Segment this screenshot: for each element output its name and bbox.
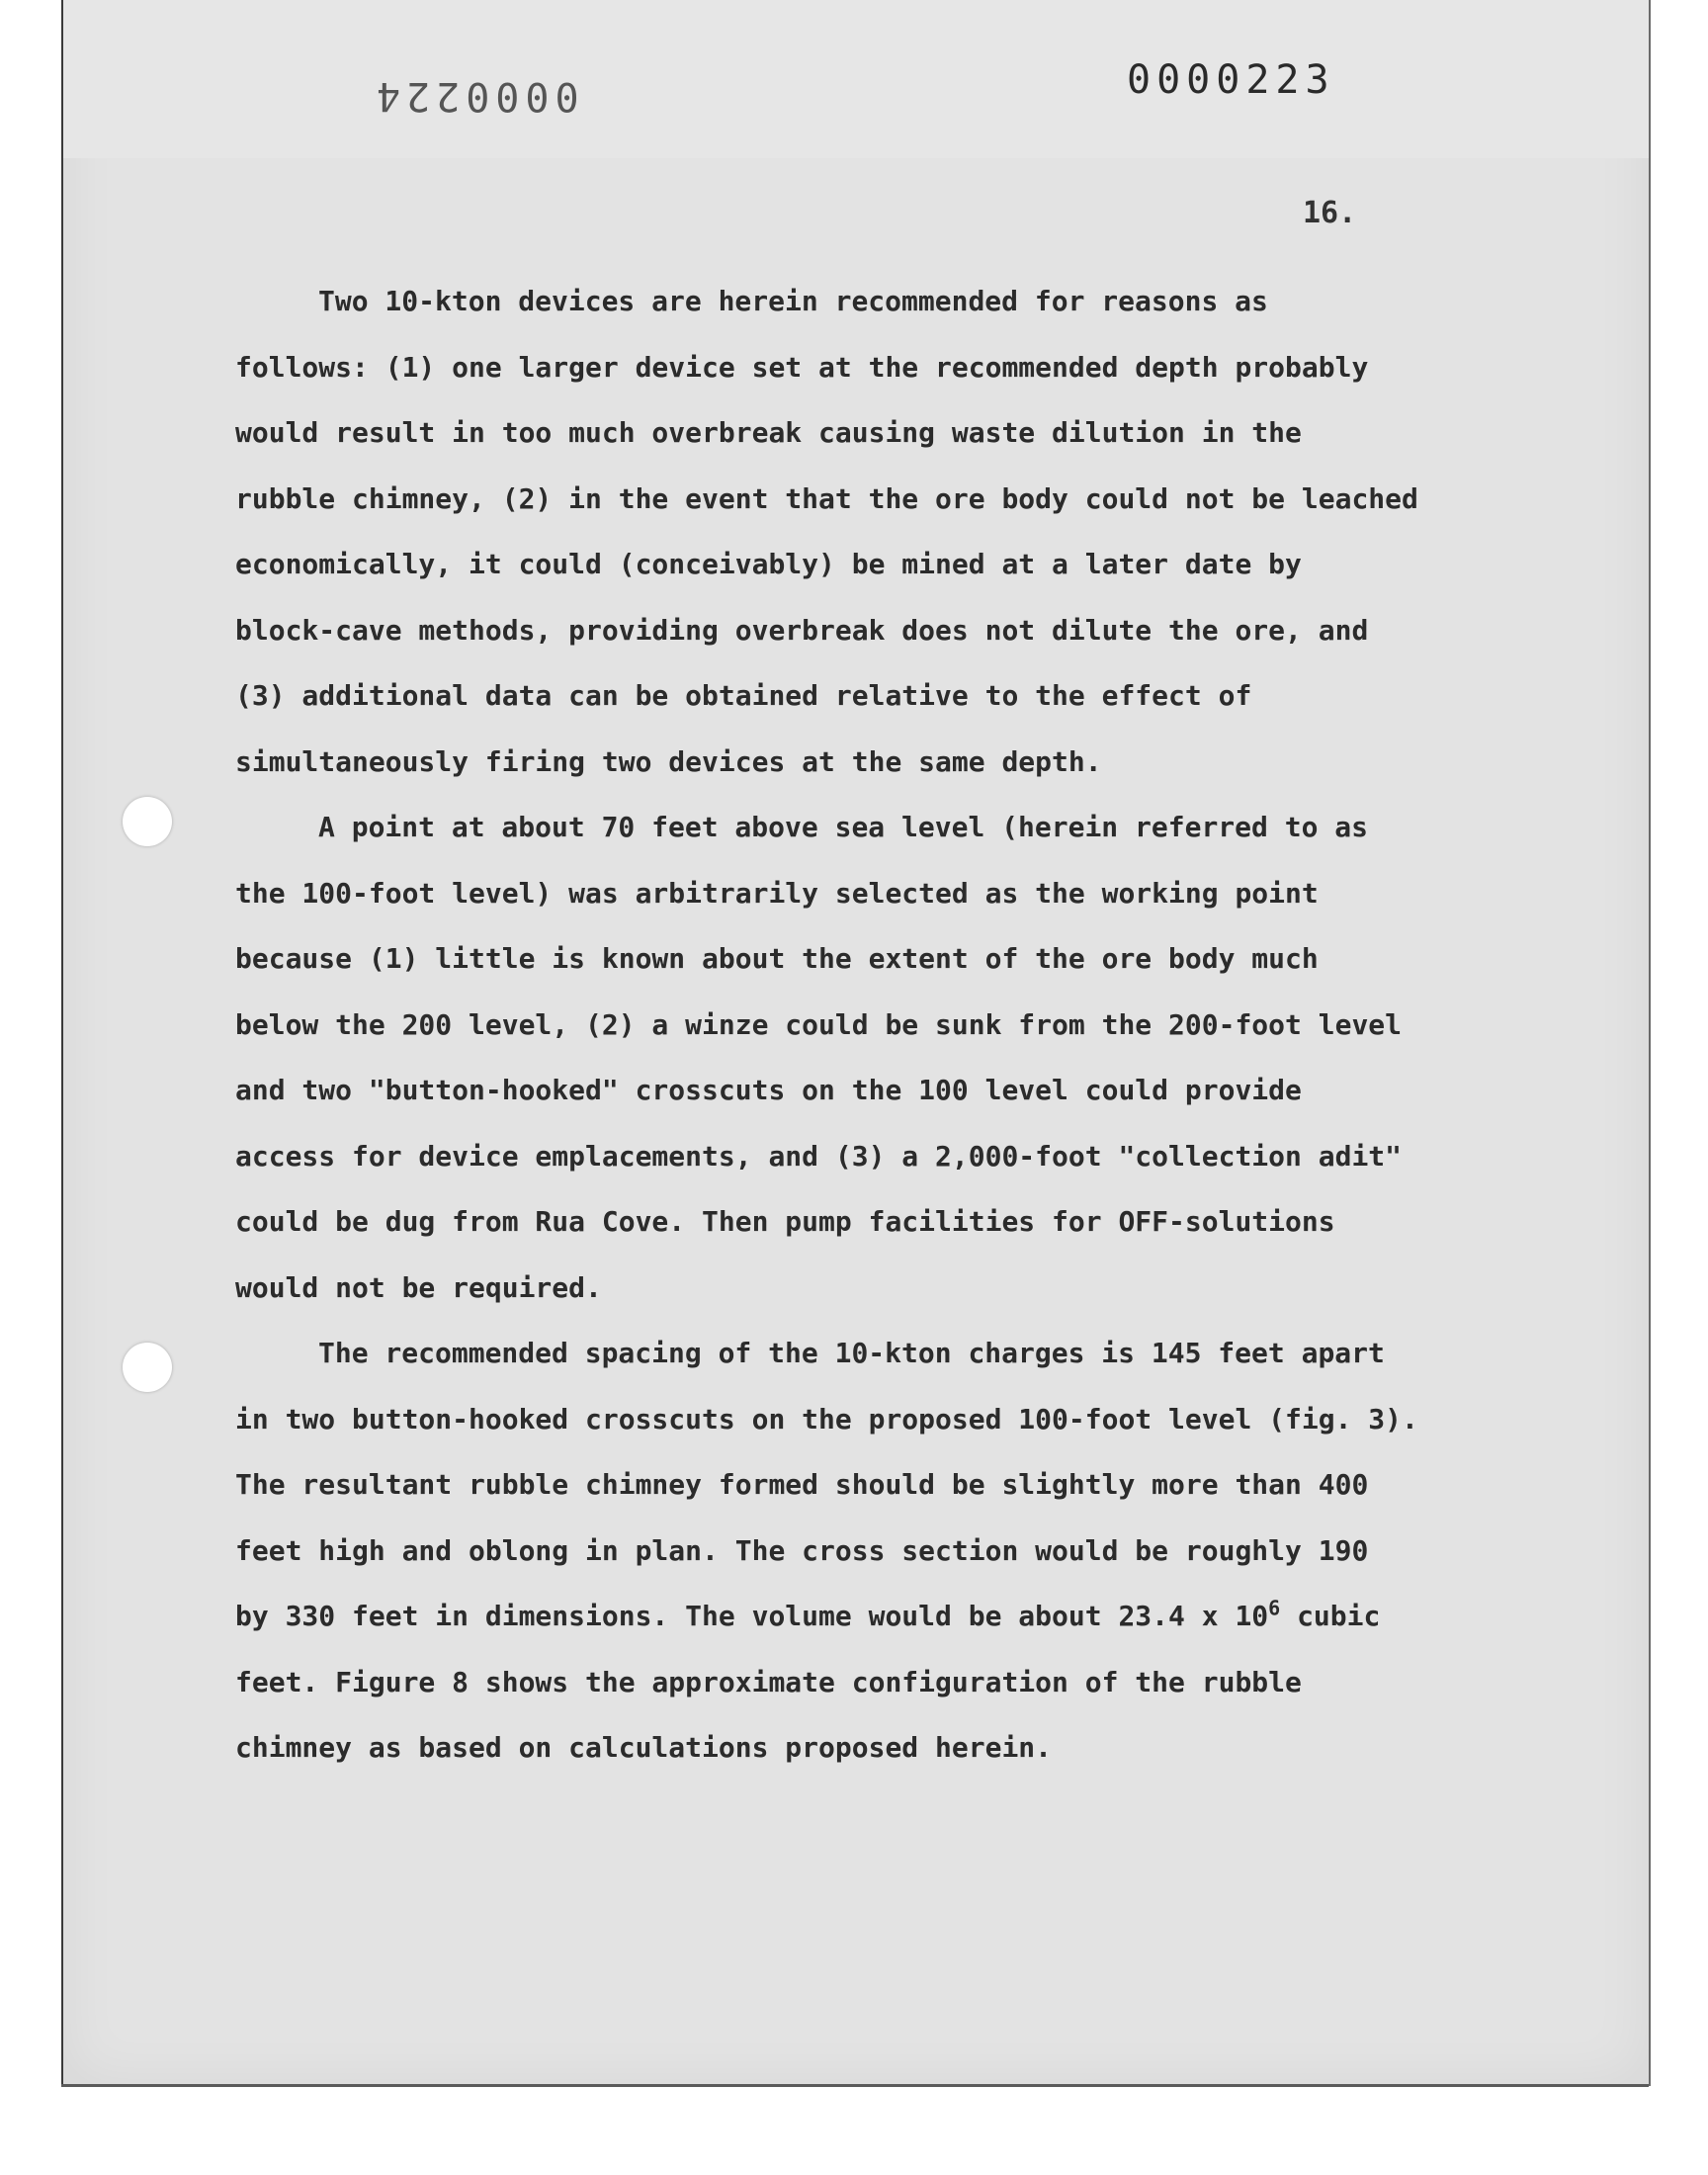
bates-stamp: 0000223 <box>1127 57 1335 103</box>
text-line: access for device emplacements, and (3) a 2,000-foot "collection adit" <box>235 1139 1403 1173</box>
text-line: chimney as based on calculations proposed herein. <box>235 1731 1053 1764</box>
paragraph-2 <box>235 795 1431 1321</box>
text-line: feet. Figure 8 shows the approximate configuration of the rubble <box>235 1665 1302 1698</box>
bates-stamp-inverted: 0000224 <box>371 73 579 119</box>
text-line: the 100-foot level) was arbitrarily selected as the working point <box>235 876 1319 910</box>
page-bottom-edge <box>61 2084 1649 2087</box>
paragraph-1 <box>235 269 1431 795</box>
text-fragment: by 330 feet in dimensions. The volume would be about 23.4 x 10 <box>235 1600 1269 1632</box>
text-line: simultaneously firing two devices at the same depth. <box>235 744 1102 778</box>
text-line: would result in too much overbreak causing waste dilution in the <box>235 416 1302 449</box>
text-line: The resultant rubble chimney formed should be slightly more than 400 <box>235 1468 1369 1501</box>
text-line: below the 200 level, (2) a winze could be sunk from the 200-foot level <box>235 1007 1403 1041</box>
page-top-area <box>63 0 1649 158</box>
text-line: rubble chimney, (2) in the event that the ore body could not be leached <box>235 481 1418 515</box>
text-line: because (1) little is known about the extent of the ore body much <box>235 942 1319 975</box>
text-line: could be dug from Rua Cove. Then pump facilities for OFF-solutions <box>235 1205 1335 1238</box>
text-line: The recommended spacing of the 10-kton charges is 145 feet apart <box>318 1337 1385 1369</box>
text-line: would not be required. <box>235 1270 602 1304</box>
paragraph-3 <box>235 1321 1431 1782</box>
text-fragment: cubic <box>1280 1600 1381 1632</box>
punch-hole <box>123 797 172 846</box>
text-line: (3) additional data can be obtained relative to the effect of <box>235 679 1252 712</box>
text-line: A point at about 70 feet above sea level (herein referred to as <box>318 811 1369 843</box>
text-line: feet high and oblong in plan. The cross section would be roughly 190 <box>235 1533 1369 1567</box>
text-line: Two 10-kton devices are herein recommended for reasons as <box>318 285 1268 317</box>
page-number: 16. <box>1303 196 1357 230</box>
text-line: follows: (1) one larger device set at the recommended depth probably <box>235 350 1369 384</box>
text-line: block-cave methods, providing overbreak does not dilute the ore, and <box>235 613 1369 647</box>
text-line-with-exponent <box>235 1584 1431 1650</box>
exponent: 6 <box>1268 1596 1281 1620</box>
body-text <box>235 269 1431 1782</box>
text-line: and two "button-hooked" crosscuts on the 100 level could provide <box>235 1074 1302 1106</box>
text-line: economically, it could (conceivably) be mined at a later date by <box>235 548 1302 580</box>
punch-hole <box>123 1343 172 1392</box>
text-line: in two button-hooked crosscuts on the proposed 100-foot level (fig. 3). <box>235 1402 1418 1436</box>
